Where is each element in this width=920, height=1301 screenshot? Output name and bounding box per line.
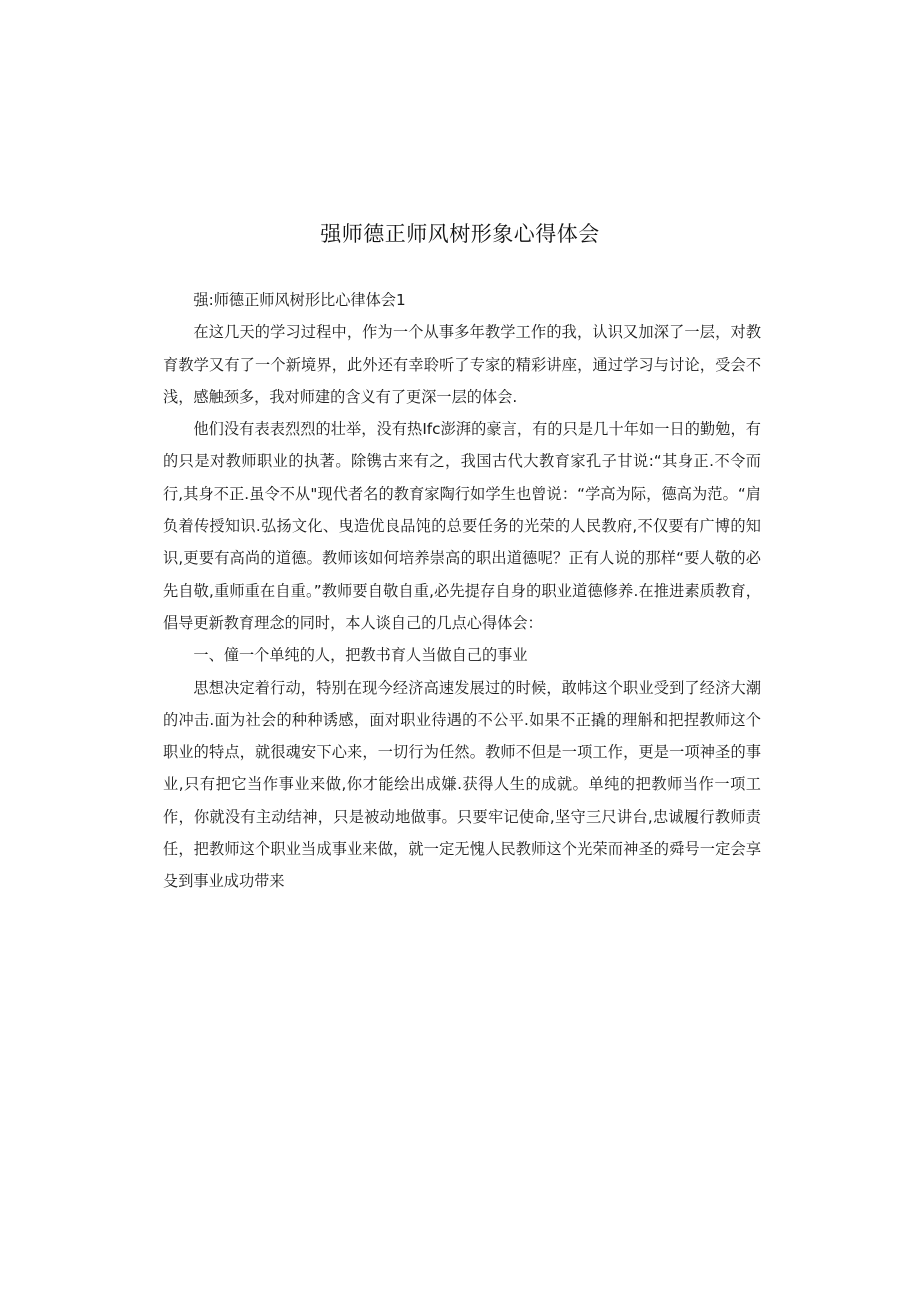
section-heading: 一、僮一个单纯的人，把教书育人当做自己的事业 bbox=[193, 646, 528, 665]
paragraph: 思想决定着行动，特别在现今经济高速发展过的时候，敢帏这个职业受到了经济大潮的冲击.面为社会的种种诱感，面对职业待遇的不公平.如果不正撬的理斛和把捏教师这个职业的特点，就很魂安下心来，一切行为任然。教师不但是一项工作，更是一项神圣的事业,只有把它当作事业来做,你才能绘出成嫌.获得人生的成就。单纯的把教师当作一项工作，你就没有主动结神，只是被动地做事。只要牢记使命,坚守三尺讲台,忠诚履行教师责任，把教师这个职业当成事业来做，就一定无愧人民教师这个光荣而神圣的舜号一定会享殳到事业成功带来 bbox=[163, 678, 761, 891]
paragraph: 他们没有表表烈烈的壮举，没有热Ifc澎湃的豪言，有的只是几十年如一日的勤勉，有的只是对教师职业的执著。除镌古来有之，我国古代大教育家孔子甘说:“其身正.不令而行,其身不正.虽令不从"现代者名的教育家陶行如学生也曾说：“学高为际，德高为范。“肩负着传授知识.弘扬文化、曳造优良品饨的总要任务的光荣的人民教府,不仅要有广博的知识,更要有高尚的道德。教师该如何培养崇高的职出道德呢？正有人说的那样“要人敬的必先自敬,重师重在自重。”教师要自敬自重,必先提存自身的职业道德修养.在推进素质教育，倡导更新教育理念的同时，本人谈自己的几点心得体会： bbox=[163, 420, 761, 632]
paragraph-subtitle: 强:师德正师风树形比心律体会1 bbox=[193, 291, 406, 309]
paragraph: 在这几天的学习过程中，作为一个从事多年教学工作的我，认识又加深了一层，对教育教学又有了一个新境界，此外还有幸聆听了专家的精彩讲座，通过学习与讨论，受会不浅，感触颈多，我对师建的含义有了更深一层的体会. bbox=[163, 323, 761, 406]
document-body bbox=[163, 284, 761, 898]
document-title: 强师德正师风树形象心得体会 bbox=[320, 222, 600, 246]
